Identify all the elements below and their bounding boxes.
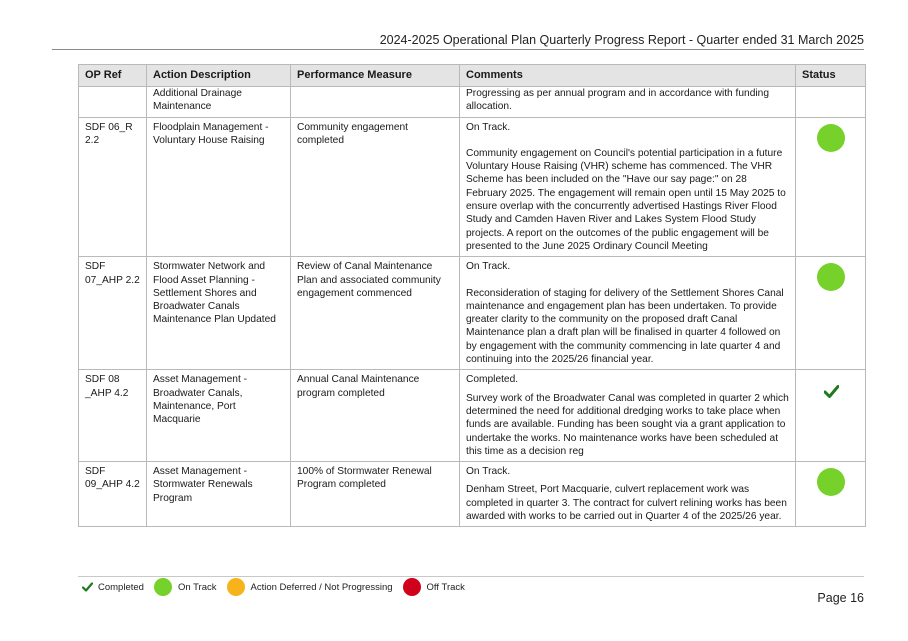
progress-table bbox=[78, 64, 866, 527]
comment-body: Community engagement on Council's potential participation in a future Voluntary House Raising (VHR) scheme has commenced. The VHR Scheme has been included on the "Have our say page:" on 28 February 2025. The engagement will remain open until 15 May 2025 to ensure overlap with the concurrently advertised Hastings River Flood Study and Camden Haven River and Lakes System Flood Study projects. A report on the outcomes of the public engagement will be presented to the June 2025 Ordinary Council Meeting bbox=[466, 147, 786, 252]
action-description-cell: Stormwater Network and Flood Asset Planning - Settlement Shores and Broadwater Canals Maintenance Plan Updated bbox=[147, 257, 291, 370]
legend-item-completed bbox=[82, 582, 144, 593]
status-cell bbox=[796, 370, 866, 462]
action-description-cell: Floodplain Management - Voluntary House Raising bbox=[147, 117, 291, 257]
off-track-dot-icon bbox=[403, 578, 421, 596]
performance-measure-cell bbox=[291, 87, 460, 118]
comment-body: Denham Street, Port Macquarie, culvert replacement work was completed in quarter 3. The contract for culvert relining works has been awarded with works to be carried out in Quarter 4 of the 2025/26 year. bbox=[466, 484, 787, 523]
status-cell bbox=[796, 257, 866, 370]
action-description-cell: Asset Management - Stormwater Renewals Program bbox=[147, 462, 291, 527]
column-header-comments: Comments bbox=[460, 65, 796, 87]
comment-body: Survey work of the Broadwater Canal was completed in quarter 2 which determined the need for additional dredging works to take place when funds are available. Funding has been sought via a grant application to undertake the works. No maintenance works have been scheduled at this time as a decision reg bbox=[466, 392, 789, 457]
op-ref-cell: SDF 06_R 2.2 bbox=[79, 117, 147, 257]
op-ref-cell: SDF 09_AHP 4.2 bbox=[79, 462, 147, 527]
table-header-row bbox=[79, 65, 866, 87]
completed-checkmark-icon bbox=[824, 385, 839, 398]
table-row bbox=[79, 257, 866, 370]
comments-cell bbox=[460, 462, 796, 527]
on-track-status-icon bbox=[817, 124, 845, 152]
comments-cell bbox=[460, 87, 796, 118]
column-header-op-ref: OP Ref bbox=[79, 65, 147, 87]
legend-label: Action Deferred / Not Progressing bbox=[250, 581, 393, 593]
on-track-dot-icon bbox=[154, 578, 172, 596]
legend-label: Off Track bbox=[426, 581, 465, 593]
on-track-status-icon bbox=[817, 263, 845, 291]
page-number: Page 16 bbox=[817, 591, 864, 605]
status-cell bbox=[796, 87, 866, 118]
action-description-cell: Asset Management - Broadwater Canals, Maintenance, Port Macquarie bbox=[147, 370, 291, 462]
comments-cell bbox=[460, 370, 796, 462]
comment-status: Completed. bbox=[466, 374, 519, 386]
performance-measure-cell: Review of Canal Maintenance Plan and associated community engagement commenced bbox=[291, 257, 460, 370]
performance-measure-cell: Community engagement completed bbox=[291, 117, 460, 257]
op-ref-cell: SDF 08 _AHP 4.2 bbox=[79, 370, 147, 462]
legend-label: Completed bbox=[98, 581, 144, 593]
completed-checkmark-icon bbox=[82, 582, 93, 592]
on-track-status-icon bbox=[817, 468, 845, 496]
comment-status: On Track. bbox=[466, 121, 511, 133]
comment-body: Progressing as per annual program and in accordance with funding allocation. bbox=[466, 88, 769, 113]
comment-status: On Track. bbox=[466, 466, 511, 478]
performance-measure-cell: 100% of Stormwater Renewal Program completed bbox=[291, 462, 460, 527]
comments-cell bbox=[460, 257, 796, 370]
deferred-dot-icon bbox=[227, 578, 245, 596]
table-row bbox=[79, 462, 866, 527]
status-cell bbox=[796, 117, 866, 257]
op-ref-cell: SDF 07_AHP 2.2 bbox=[79, 257, 147, 370]
status-cell bbox=[796, 462, 866, 527]
header-divider bbox=[52, 49, 864, 50]
legend-item-off-track bbox=[403, 578, 465, 596]
legend-item-deferred bbox=[227, 578, 393, 596]
table-row bbox=[79, 370, 866, 462]
comments-cell bbox=[460, 117, 796, 257]
column-header-performance-measure: Performance Measure bbox=[291, 65, 460, 87]
action-description-cell: Additional Drainage Maintenance bbox=[147, 87, 291, 118]
report-header-title: 2024-2025 Operational Plan Quarterly Progress Report - Quarter ended 31 March 2025 bbox=[379, 33, 864, 47]
table-row bbox=[79, 117, 866, 257]
op-ref-cell bbox=[79, 87, 147, 118]
comment-body: Reconsideration of staging for delivery of the Settlement Shores Canal maintenance and engagement plan has been undertaken. To provide greater clarity to the community on the proposed draft Canal Maintenance plan a draft plan will be finalised in quarter 4 followed on by engagement with the community commencing in late quarter 4 and continuing into the 2025/26 financial year. bbox=[466, 287, 784, 366]
status-legend bbox=[82, 578, 475, 596]
comment-status: On Track. bbox=[466, 261, 511, 273]
performance-measure-cell: Annual Canal Maintenance program completed bbox=[291, 370, 460, 462]
column-header-status: Status bbox=[796, 65, 866, 87]
column-header-action-description: Action Description bbox=[147, 65, 291, 87]
legend-label: On Track bbox=[177, 581, 217, 593]
legend-item-on-track bbox=[154, 578, 217, 596]
footer-divider bbox=[78, 576, 864, 577]
table-row bbox=[79, 87, 866, 118]
